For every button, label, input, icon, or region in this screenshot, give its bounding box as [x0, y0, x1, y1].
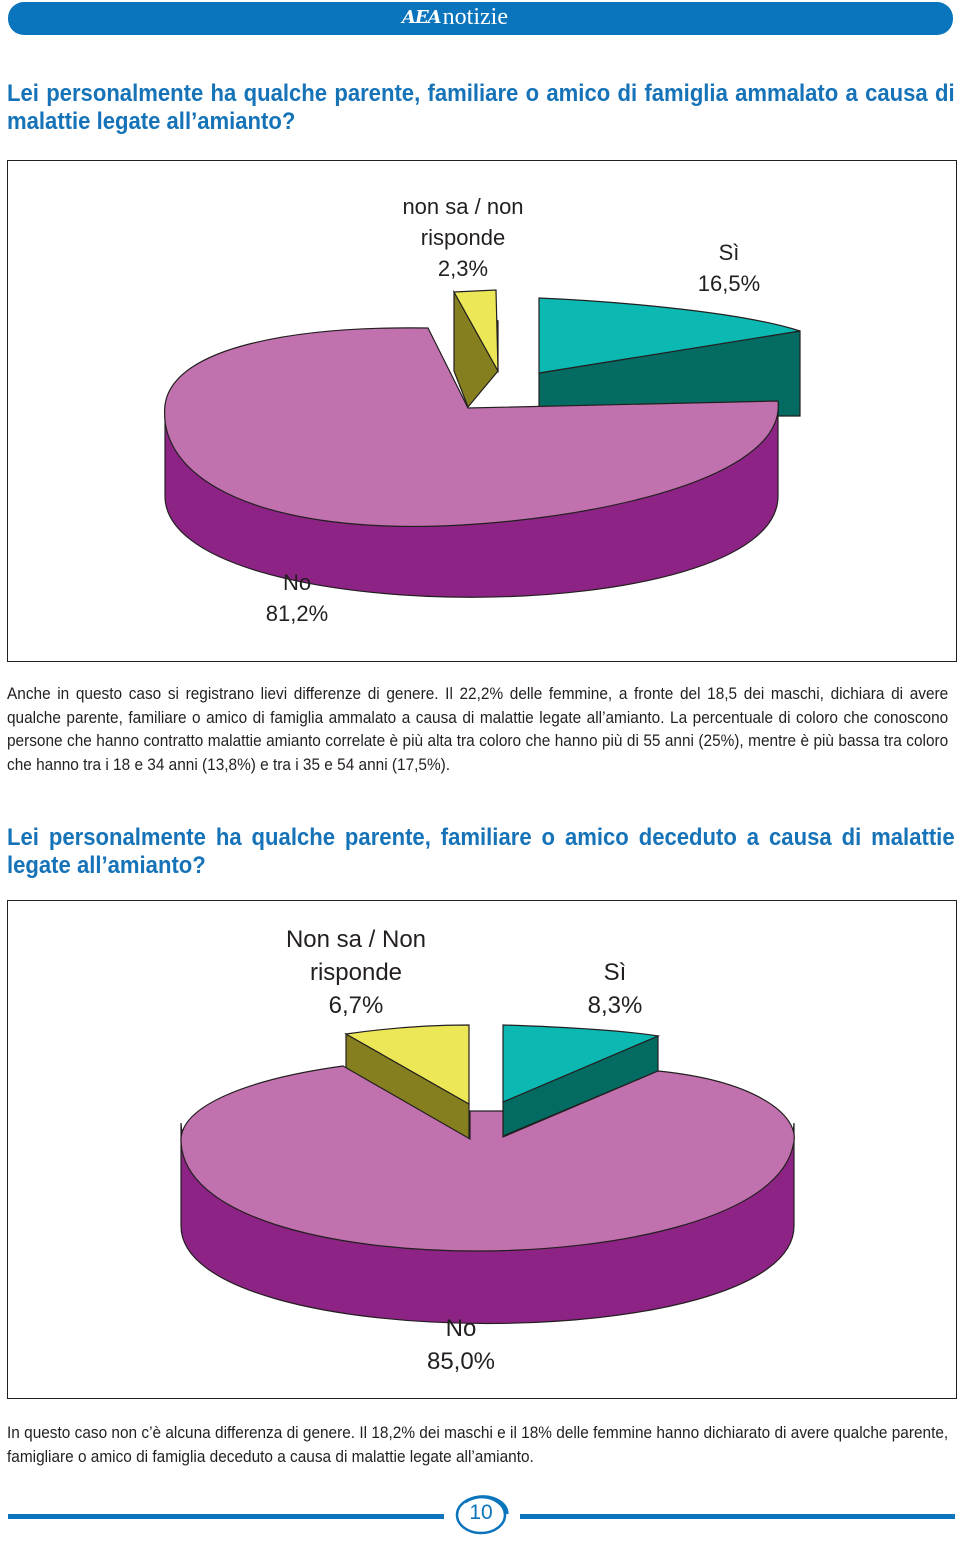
- pie1-label-no: [247, 567, 347, 629]
- pie2-label-no-value: 85,0%: [426, 1348, 496, 1375]
- page-number: [453, 1492, 513, 1538]
- pie1-label-no-value: 81,2%: [265, 601, 329, 626]
- pie1-label-si-name: Sì: [718, 240, 740, 265]
- pie2-label-nsnr-line1: Non sa / Non: [285, 926, 427, 953]
- pie2-label-no: [411, 1312, 511, 1378]
- pie2-label-nsnr-line2: risponde: [309, 959, 403, 986]
- question-2-heading: Lei personalmente ha qualche parente, familiare o amico deceduto a causa di malattie legate all’amianto?: [7, 824, 955, 879]
- pie2-label-nsnr-value: 6,7%: [328, 992, 384, 1019]
- footer-line-right: [520, 1514, 955, 1519]
- aea-notizie-logo: [402, 2, 508, 32]
- logo-mark: AEA: [402, 6, 441, 28]
- logo-word: notizie: [442, 3, 508, 30]
- pie1-label-no-name: No: [282, 570, 312, 595]
- pie1-label-nsnr-line2: risponde: [420, 225, 506, 250]
- pie1-label-si-value: 16,5%: [697, 271, 761, 296]
- pie-chart-1: [7, 160, 957, 662]
- pie2-label-no-name: No: [445, 1315, 477, 1342]
- pie2-label-nsnr: [256, 923, 456, 1022]
- pie1-label-nsnr-line1: non sa / non: [402, 194, 524, 219]
- pie2-label-si: [565, 956, 665, 1022]
- pie1-label-nsnr: [363, 191, 563, 284]
- pie2-label-si-name: Sì: [603, 959, 627, 986]
- pie1-label-si: [679, 237, 779, 299]
- pie2-label-si-value: 8,3%: [587, 992, 643, 1019]
- page-number-text: 10: [469, 1501, 493, 1524]
- pie-chart-2: [7, 900, 957, 1399]
- section-1-paragraph: Anche in questo caso si registrano lievi differenze di genere. Il 22,2% delle femmine, a fronte del 18,5 dei maschi, dichiara di avere qualche parente, familiare o amico di famiglia ammalato a causa di malattie legate all’amianto. La percentuale di coloro che conoscono persone che hanno contratto malattie amianto correlate è più alta tra coloro che hanno più di 55 anni (25%), mentre è più bassa tra coloro che hanno tra i 18 e 34 anni (13,8%) e tra i 35 e 54 anni (17,5%).: [7, 684, 949, 774]
- pie1-label-nsnr-value: 2,3%: [437, 256, 489, 281]
- footer-line-left: [8, 1514, 444, 1519]
- section-2-paragraph: In questo caso non c’è alcuna differenza di genere. Il 18,2% dei maschi e il 18% delle femmine hanno dichiarato di avere qualche parente, famigliare o amico di famiglia deceduto a causa di malattie legate all’amianto.: [7, 1423, 949, 1466]
- question-1-heading: Lei personalmente ha qualche parente, familiare o amico di famiglia ammalato a causa di malattie legate all’amianto?: [7, 80, 955, 135]
